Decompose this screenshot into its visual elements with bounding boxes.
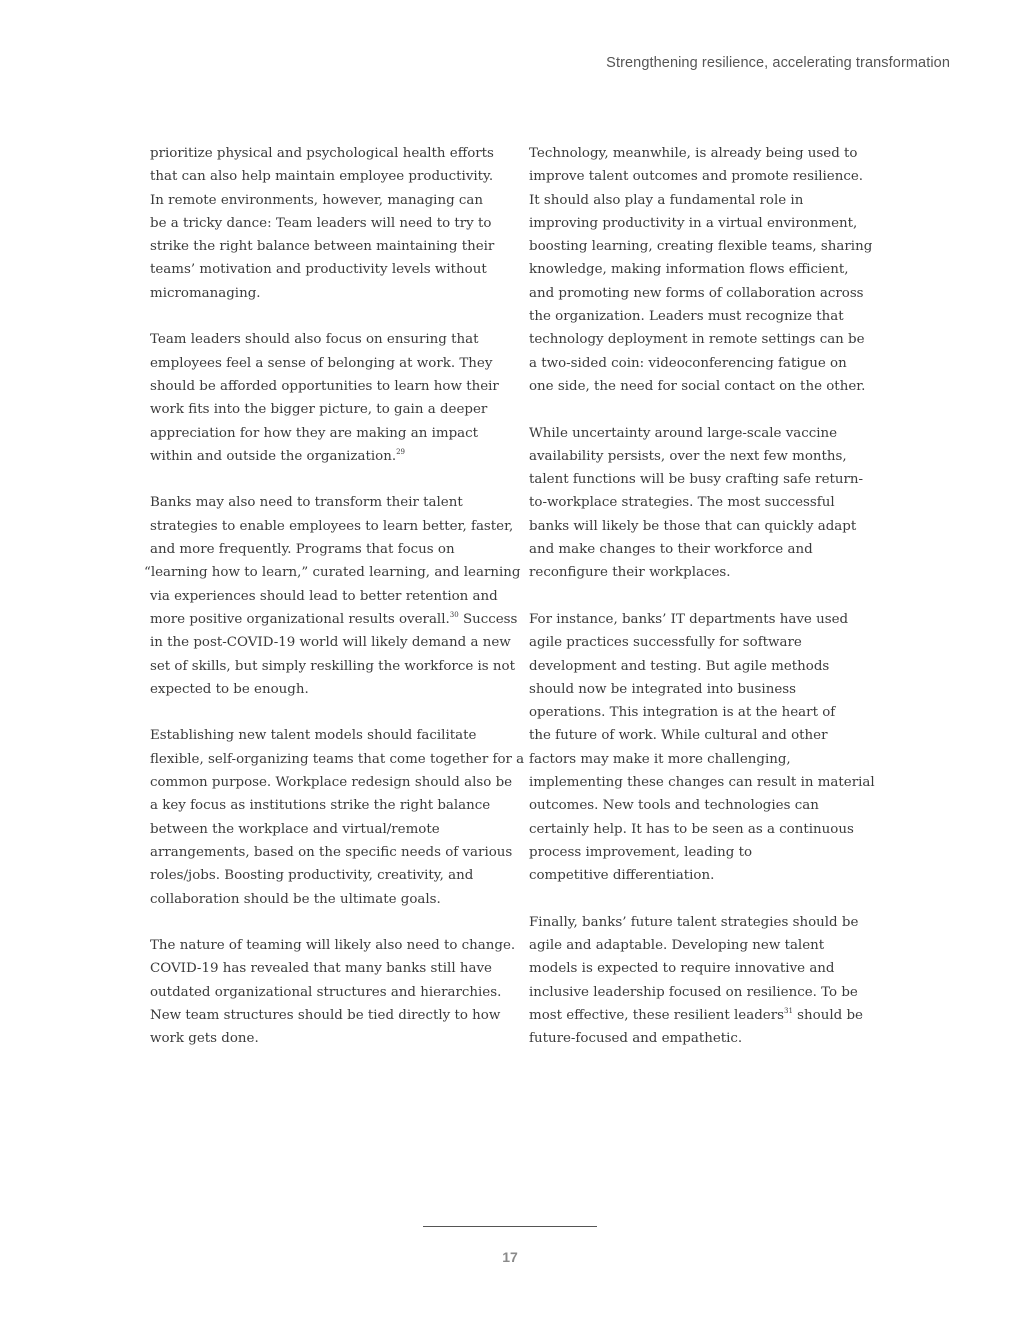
text-line: strike the right balance between maintaining their — [150, 239, 495, 255]
text-line: improving productivity in a virtual environment, — [529, 215, 858, 231]
text-line: teams’ motivation and productivity levels without — [150, 262, 487, 278]
footer-divider — [423, 1226, 597, 1227]
text-line: factors may make it more challenging, — [529, 751, 791, 767]
text-line: New team structures should be tied directly to how — [150, 1007, 501, 1023]
paragraph — [529, 142, 874, 398]
paragraph — [150, 142, 495, 305]
text-line: implementing these changes can result in material — [529, 775, 875, 791]
text-line: should now be integrated into business — [529, 681, 797, 697]
text-line: operations. This integration is at the heart of — [529, 705, 836, 721]
text-line: In remote environments, however, managing can — [150, 192, 484, 208]
text-line: the future of work. While cultural and other — [529, 728, 828, 744]
text-line: work fits into the bigger picture, to gain a deeper — [150, 402, 488, 418]
text-line: strategies to enable employees to learn better, faster, — [150, 518, 514, 534]
text-line: talent functions will be busy crafting safe return- — [529, 472, 864, 488]
text-line: one side, the need for social contact on the other. — [529, 378, 866, 394]
text-line: banks will likely be those that can quickly adapt — [529, 518, 857, 534]
text-fragment: most effective, these resilient leaders — [529, 1007, 784, 1023]
footnote-ref: 31 — [783, 1006, 793, 1015]
text-line: to-workplace strategies. The most successful — [529, 495, 835, 511]
text-line: and promoting new forms of collaboration across — [529, 285, 864, 301]
text-line: For instance, banks’ IT departments have used — [529, 611, 849, 627]
text-line: between the workplace and virtual/remote — [150, 821, 440, 837]
text-line: a key focus as institutions strike the right balance — [150, 798, 491, 814]
text-line: reconfigure their workplaces. — [529, 565, 731, 581]
text-line — [150, 445, 495, 468]
text-line — [529, 1004, 874, 1027]
text-line: The nature of teaming will likely also need to change. — [150, 938, 516, 954]
text-line: “learning how to learn,” curated learning, and learning — [144, 565, 521, 581]
text-line: technology deployment in remote settings can be — [529, 332, 865, 348]
text-line: should be afforded opportunities to learn how their — [150, 378, 499, 394]
text-line: via experiences should lead to better retention and — [150, 588, 498, 604]
text-line: set of skills, but simply reskilling the workforce is not — [150, 658, 515, 674]
footnote-ref: 30 — [449, 610, 459, 619]
text-line: outcomes. New tools and technologies can — [529, 798, 819, 814]
text-line: arrangements, based on the specific needs of various — [150, 844, 513, 860]
text-line: roles/jobs. Boosting productivity, creativity, and — [150, 868, 474, 884]
text-line: that can also help maintain employee productivity. — [150, 169, 494, 185]
text-line: Technology, meanwhile, is already being used to — [529, 146, 858, 161]
text-fragment: should be — [797, 1007, 863, 1023]
footnote-ref: 29 — [396, 447, 406, 456]
text-line: boosting learning, creating flexible teams, sharing — [529, 239, 873, 255]
text-line: competitive differentiation. — [529, 868, 715, 884]
text-line: While uncertainty around large-scale vaccine — [529, 425, 838, 441]
text-line: outdated organizational structures and hierarchies. — [150, 984, 502, 1000]
paragraph — [150, 328, 499, 468]
text-line: Establishing new talent models should facilitate — [150, 728, 477, 744]
page-number: 17 — [502, 1249, 518, 1265]
paragraph — [150, 724, 525, 910]
text-line: future-focused and empathetic. — [529, 1031, 743, 1047]
paragraph — [150, 934, 516, 1050]
text-line: improve talent outcomes and promote resilience. — [529, 169, 864, 185]
text-line: Finally, banks’ future talent strategies should be — [529, 914, 859, 930]
running-header: Strengthening resilience, accelerating transformation — [606, 55, 950, 71]
left-column — [144, 142, 525, 1074]
paragraph — [144, 491, 521, 701]
text-fragment: Success — [462, 611, 518, 627]
text-line: micromanaging. — [150, 285, 261, 301]
text-line: appreciation for how they are making an impact — [150, 425, 479, 441]
text-line: knowledge, making information flows efficient, — [529, 262, 849, 278]
text-line: Team leaders should also focus on ensuring that — [150, 332, 479, 348]
text-line: Banks may also need to transform their talent — [150, 495, 463, 511]
text-line: and make changes to their workforce and — [529, 542, 813, 558]
text-line: agile and adaptable. Developing new talent — [529, 938, 825, 954]
text-line: agile practices successfully for software — [529, 635, 802, 651]
text-fragment: within and outside the organization. — [150, 448, 397, 464]
text-line: and more frequently. Programs that focus on — [150, 542, 455, 558]
text-line: work gets done. — [150, 1031, 259, 1047]
text-fragment: more positive organizational results overall. — [150, 611, 450, 627]
paragraph — [529, 608, 874, 888]
text-line: employees feel a sense of belonging at work. They — [150, 355, 493, 371]
right-column — [529, 142, 874, 1074]
text-line: the organization. Leaders must recognize that — [529, 309, 844, 325]
text-line: development and testing. But agile methods — [529, 658, 830, 674]
paragraph — [529, 422, 874, 585]
paragraph — [529, 911, 874, 1051]
text-line: availability persists, over the next few months, — [529, 448, 847, 464]
text-line: models is expected to require innovative and — [529, 961, 835, 977]
text-line: in the post-COVID-19 world will likely demand a new — [150, 635, 511, 651]
text-line — [150, 608, 518, 631]
text-line: a two-sided coin: videoconferencing fatigue on — [529, 355, 847, 371]
text-line: expected to be enough. — [150, 681, 309, 697]
text-line: inclusive leadership focused on resilience. To be — [529, 984, 858, 1000]
text-line: collaboration should be the ultimate goals. — [150, 891, 441, 907]
text-line: process improvement, leading to — [529, 844, 753, 860]
text-line: It should also play a fundamental role in — [529, 192, 804, 208]
text-line: be a tricky dance: Team leaders will need to try to — [150, 215, 492, 231]
text-line: COVID-19 has revealed that many banks still have — [150, 961, 492, 977]
text-line: prioritize physical and psychological health efforts — [150, 146, 494, 161]
text-line: common purpose. Workplace redesign should also be — [150, 775, 513, 791]
text-line: flexible, self-organizing teams that come together for a — [150, 751, 525, 767]
text-line: certainly help. It has to be seen as a continuous — [529, 821, 854, 837]
